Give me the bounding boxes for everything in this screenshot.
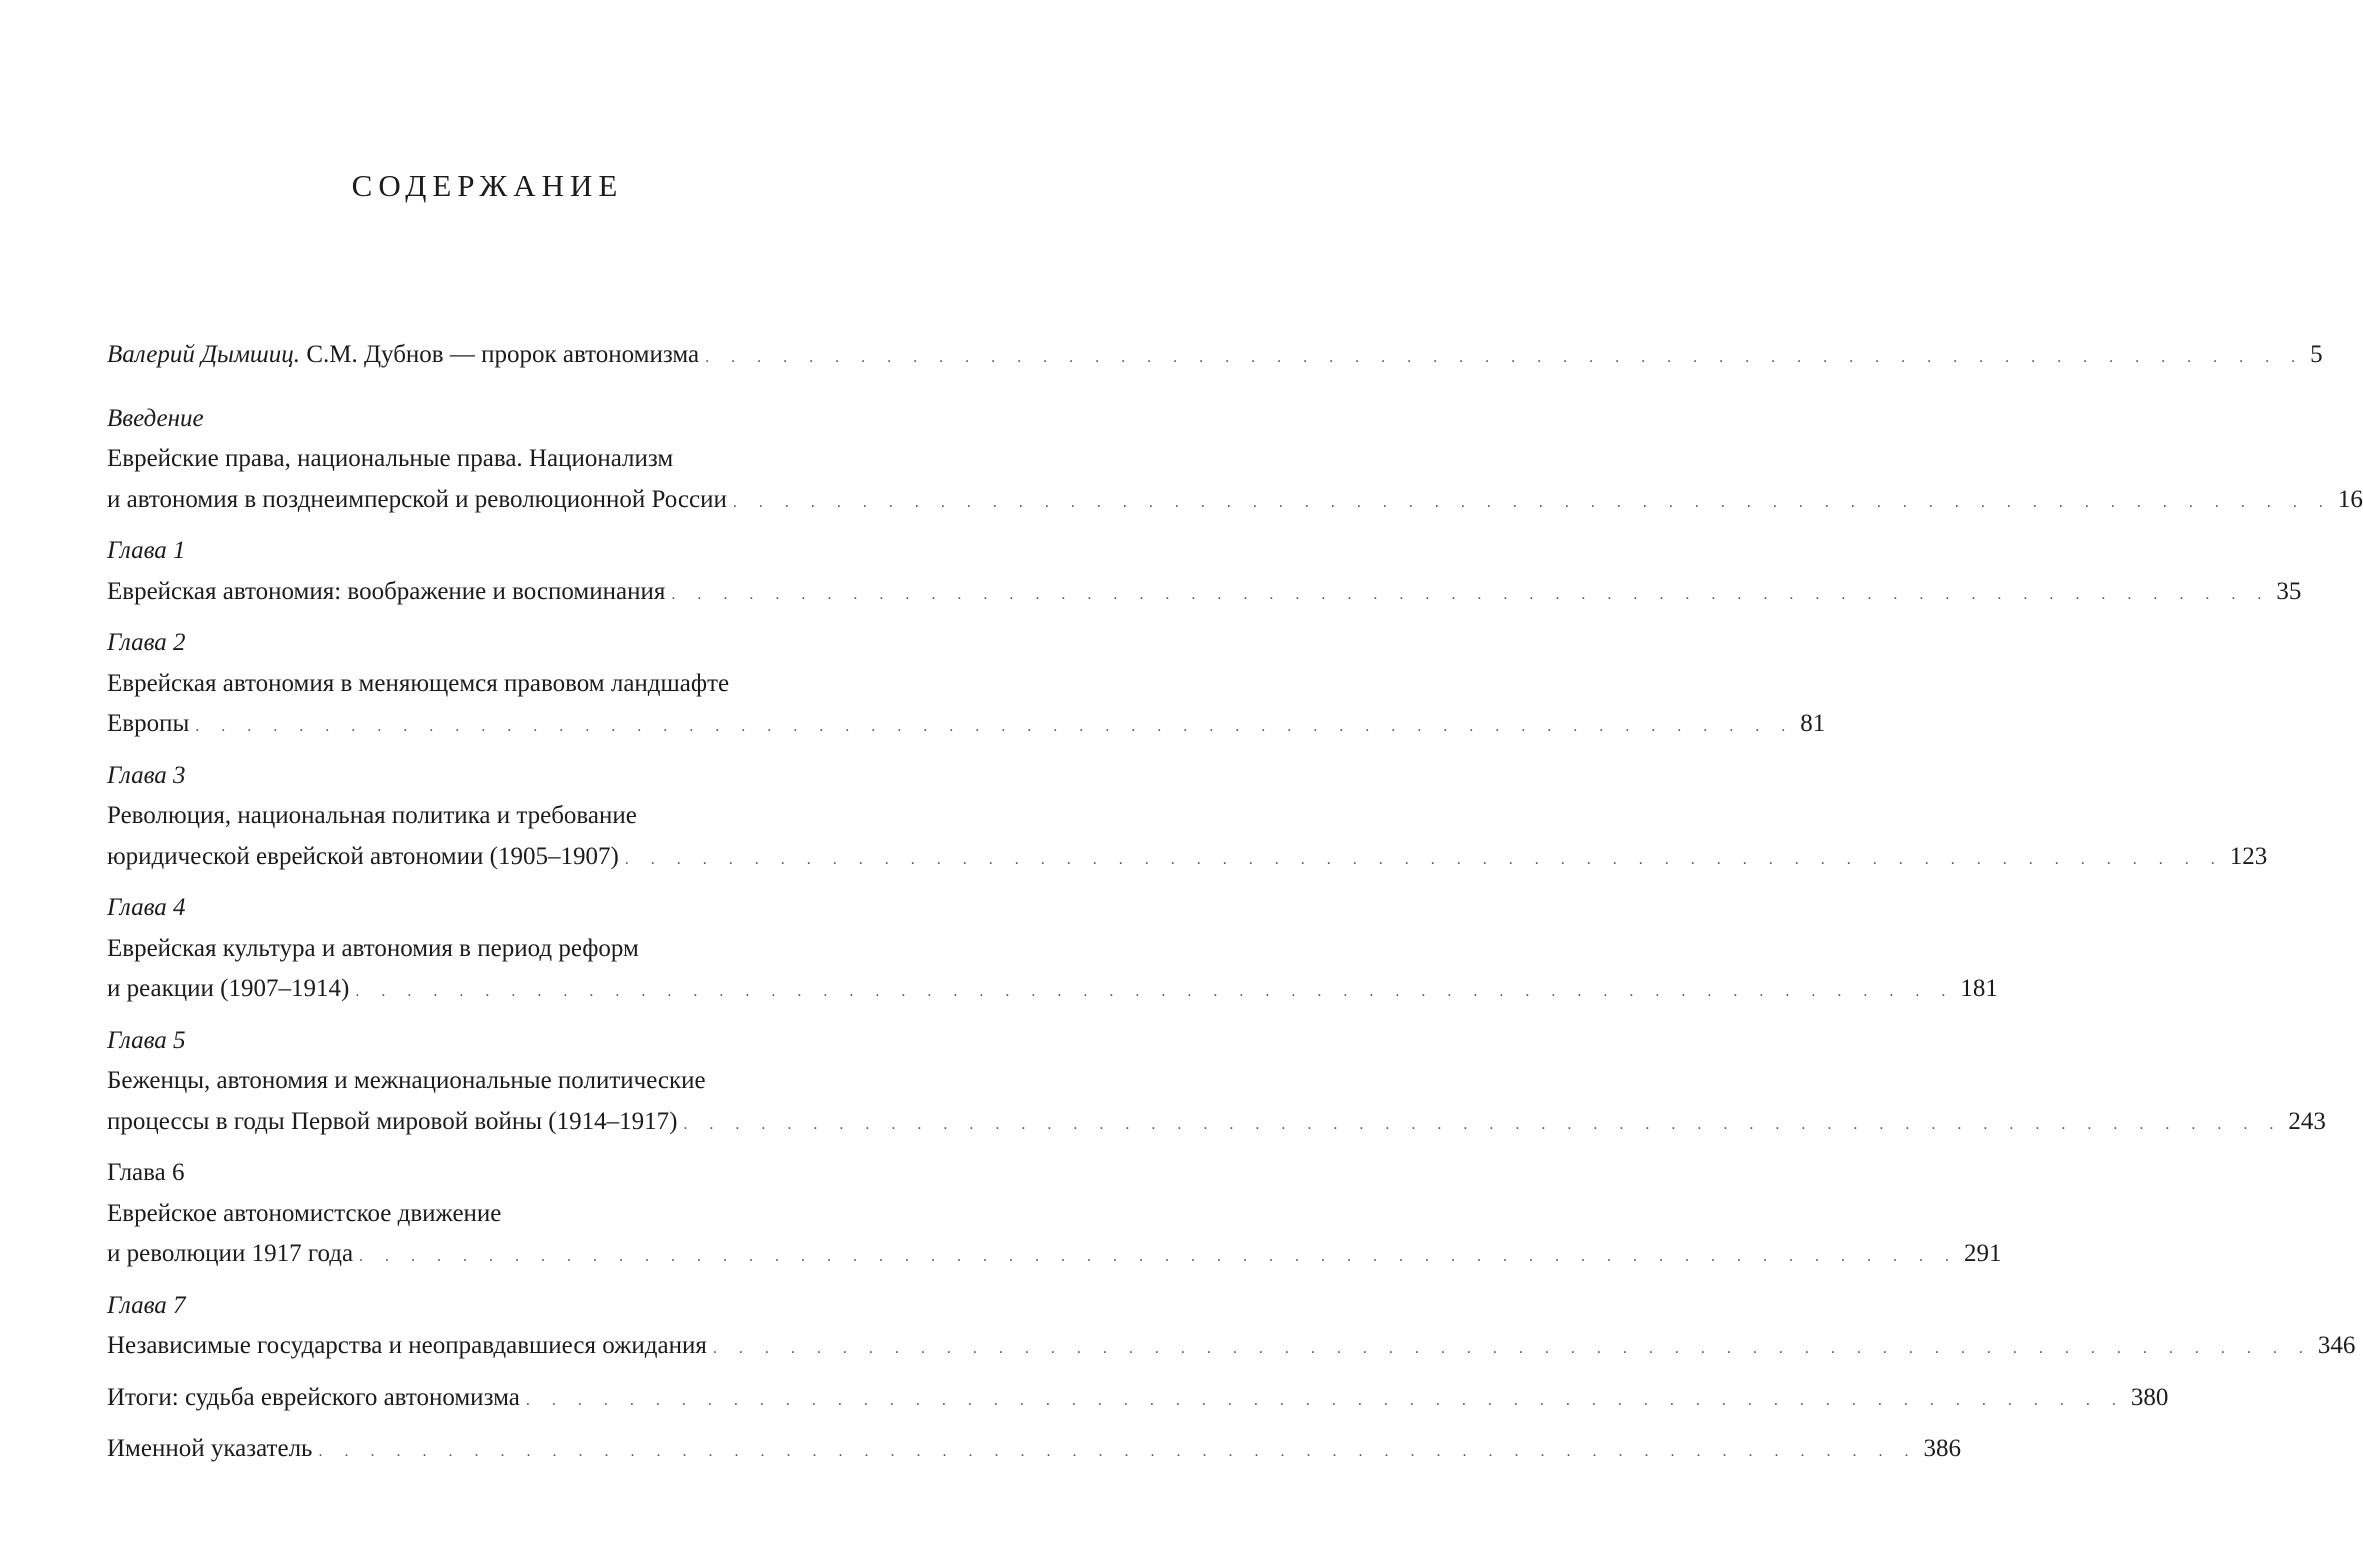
toc-page-number: 386 [1923, 1435, 1961, 1462]
toc-entry-text: Еврейская автономия: воображение и воспоминания [107, 577, 666, 605]
toc-page-number: 346 [2317, 1332, 2356, 1359]
toc-kicker: Глава 7 [107, 1291, 186, 1319]
toc-kicker: Глава 1 [107, 537, 186, 564]
toc-entry-name-index[interactable] [107, 1429, 1961, 1473]
toc-kicker: Введение [107, 404, 204, 432]
toc-page-number: 380 [2130, 1383, 2169, 1411]
toc-entry-line: Беженцы, автономия и межнациональные политические [107, 1067, 706, 1094]
toc-entry-text: юридической еврейской автономии (1905–1907) [107, 842, 619, 870]
toc-kicker: Глава 2 [107, 629, 186, 656]
toc-kicker: Глава 5 [107, 1026, 186, 1054]
dot-leader: . . . . . . . . . . . . . . . . . . . . . . . . . . . . . . . . . . . . . . . . . . . . . . . . . . . . . . . . . . . . . . [712, 1340, 2312, 1357]
toc-entry-text: и революции 1917 года [107, 1240, 354, 1267]
toc-entry-chapter-1[interactable] [107, 531, 2302, 615]
toc-entry-line: Еврейская автономия в меняющемся правовом ландшафте [107, 669, 730, 697]
toc-entry-text: Именной указатель [107, 1435, 313, 1462]
toc-entry-introduction[interactable] [107, 399, 2363, 524]
toc-entry-line: Еврейские права, национальные права. Национализм [107, 445, 674, 472]
toc-entry-chapter-3[interactable] [107, 756, 2268, 881]
dot-leader: . . . . . . . . . . . . . . . . . . . . . . . . . . . . . . . . . . . . . . . . . . . . . . . . . . . . . . . . . . . . . . [525, 1391, 2125, 1409]
table-of-contents [107, 335, 2363, 1473]
toc-page-number: 81 [1800, 710, 1826, 737]
toc-entry-chapter-5[interactable] [107, 1021, 2326, 1146]
toc-entry-text: и реакции (1907–1914) [107, 975, 350, 1002]
toc-page-number: 291 [1964, 1240, 2002, 1267]
dot-leader: . . . . . . . . . . . . . . . . . . . . . . . . . . . . . . . . . . . . . . . . . . . . . . . . . . . . . . . . . . . . . . [624, 850, 2224, 868]
page-title: СОДЕРЖАНИЕ [351, 168, 624, 203]
dot-leader: . . . . . . . . . . . . . . . . . . . . . . . . . . . . . . . . . . . . . . . . . . . . . . . . . . . . . . . . . . . . . . [683, 1115, 2283, 1133]
toc-kicker: Глава 3 [107, 761, 186, 789]
dot-leader: . . . . . . . . . . . . . . . . . . . . . . . . . . . . . . . . . . . . . . . . . . . . . . . . . . . . . . . . . . . . . . [195, 718, 1795, 735]
toc-kicker: Глава 6 [107, 1159, 185, 1186]
toc-entry-line: Революция, национальная политика и требование [107, 802, 637, 829]
toc-page-number: 123 [2229, 842, 2268, 870]
toc-page-number: 35 [2276, 577, 2302, 605]
toc-entry-text: процессы в годы Первой мировой войны (1914–1917) [107, 1107, 678, 1135]
toc-entry-chapter-2[interactable] [107, 623, 1826, 748]
dot-leader: . . . . . . . . . . . . . . . . . . . . . . . . . . . . . . . . . . . . . . . . . . . . . . . . . . . . . . . . . . . . . . [355, 983, 1955, 1000]
toc-entry-line: Еврейское автономистское движение [107, 1199, 502, 1227]
toc-kicker: Глава 4 [107, 894, 186, 921]
toc-entry-chapter-6[interactable] [107, 1153, 2002, 1278]
dot-leader: . . . . . . . . . . . . . . . . . . . . . . . . . . . . . . . . . . . . . . . . . . . . . . . . . . . . . . . . . . . . . . [359, 1248, 1959, 1265]
toc-page-number: 181 [1960, 975, 1998, 1002]
toc-entry-conclusion[interactable] [107, 1378, 2169, 1422]
dot-leader: . . . . . . . . . . . . . . . . . . . . . . . . . . . . . . . . . . . . . . . . . . . . . . . . . . . . . . . . . . . . . . [671, 585, 2271, 603]
toc-entry-text: Итоги: судьба еврейского автономизма [107, 1383, 520, 1411]
toc-entry-foreword[interactable] [107, 335, 2323, 379]
toc-entry-chapter-7[interactable] [107, 1286, 2356, 1370]
dot-leader: . . . . . . . . . . . . . . . . . . . . . . . . . . . . . . . . . . . . . . . . . . . . . . . . . . . . . . . . . . . . . . [732, 493, 2332, 511]
toc-entry-text: Валерий Дымшиц. С.М. Дубнов — пророк автономизма [107, 341, 700, 368]
toc-page-number: 16 [2337, 485, 2363, 513]
toc-entry-author: Валерий Дымшиц. [107, 341, 301, 368]
dot-leader: . . . . . . . . . . . . . . . . . . . . . . . . . . . . . . . . . . . . . . . . . . . . . . . . . . . . . . . . . . . . . . [318, 1443, 1918, 1460]
toc-entry-text: Независимые государства и неоправдавшиеся ожидания [107, 1332, 707, 1359]
toc-page-number: 5 [2310, 341, 2323, 368]
toc-entry-line: Еврейская культура и автономия в период реформ [107, 934, 639, 962]
toc-entry-text: и автономия в позднеимперской и революционной России [107, 485, 727, 513]
toc-entry-text: Европы [107, 710, 190, 737]
toc-page-number: 243 [2288, 1107, 2326, 1135]
toc-entry-chapter-4[interactable] [107, 888, 1998, 1013]
dot-leader: . . . . . . . . . . . . . . . . . . . . . . . . . . . . . . . . . . . . . . . . . . . . . . . . . . . . . . . . . . . . . . [705, 349, 2305, 366]
